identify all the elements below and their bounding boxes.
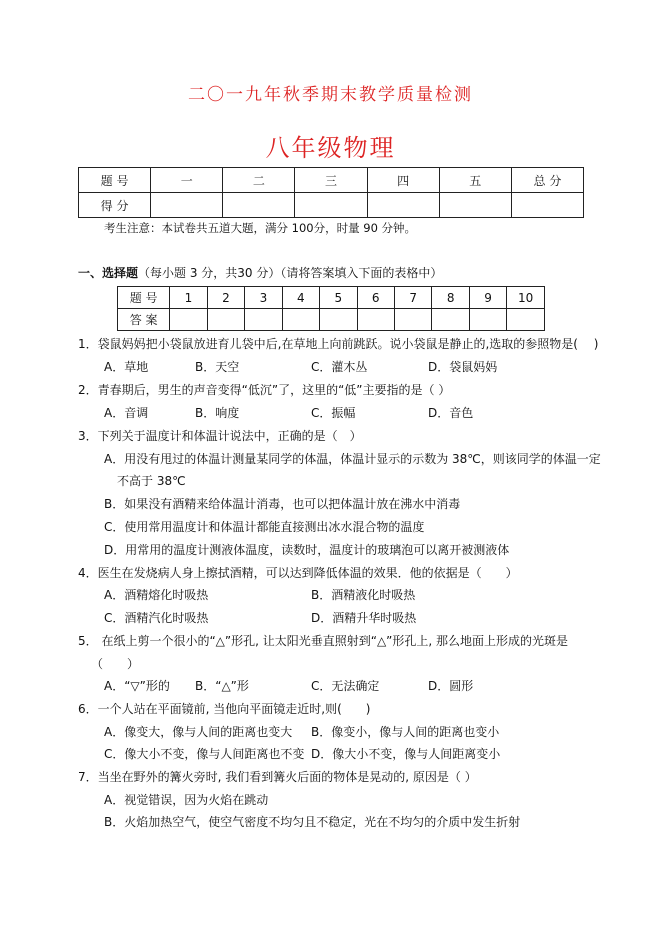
section-desc: （每小题 3 分，共30 分）（请将答案填入下面的表格中） bbox=[138, 266, 443, 280]
question-6-stem: 6．一个人站在平面镜前, 当他向平面镜走近时,则( ) bbox=[78, 702, 371, 716]
question-5-stem: 5． 在纸上剪一个很小的“△”形孔, 让太阳光垂直照射到“△”形孔上, 那么地面上形成的光斑是 bbox=[78, 634, 569, 648]
question-5-stem-cont: （ ） bbox=[91, 657, 140, 671]
score-header-cell: 二 bbox=[223, 168, 295, 193]
score-cell bbox=[223, 193, 295, 218]
answer-header-cell: 10 bbox=[507, 287, 545, 309]
answer-header-cell: 2 bbox=[207, 287, 244, 309]
answer-header-cell: 3 bbox=[245, 287, 282, 309]
score-header-cell: 三 bbox=[295, 168, 367, 193]
answer-cell bbox=[507, 309, 545, 331]
score-cell bbox=[295, 193, 367, 218]
question-3-option-a: A．用没有甩过的体温计测量某同学的体温，体温计显示的示数为 38℃，则该同学的体温一定 bbox=[104, 452, 601, 466]
score-cell bbox=[511, 193, 583, 218]
score-cell bbox=[151, 193, 223, 218]
table-row bbox=[118, 309, 545, 331]
question-4-option-d: D．酒精升华时吸热 bbox=[311, 611, 417, 625]
question-4-option-a: A．酒精熔化时吸热 bbox=[104, 588, 209, 602]
table-row bbox=[79, 193, 584, 218]
question-3-option-c: C．使用常用温度计和体温计都能直接测出冰水混合物的温度 bbox=[104, 520, 425, 534]
answer-cell bbox=[245, 309, 282, 331]
answer-cell bbox=[207, 309, 244, 331]
question-6-option-c: C．像大小不变，像与人间距离也不变 bbox=[104, 747, 305, 761]
question-2-option-b: B．响度 bbox=[195, 406, 240, 420]
question-7-option-a: A．视觉错误，因为火焰在跳动 bbox=[104, 793, 269, 807]
answer-header-cell: 6 bbox=[357, 287, 394, 309]
question-1-option-c: C．灌木丛 bbox=[311, 360, 368, 374]
answer-cell bbox=[394, 309, 431, 331]
score-header-cell: 五 bbox=[439, 168, 511, 193]
score-header-cell: 总 分 bbox=[511, 168, 583, 193]
answer-header-cell: 9 bbox=[469, 287, 506, 309]
question-3-option-d: D．用常用的温度计测液体温度，读数时，温度计的玻璃泡可以离开被测液体 bbox=[104, 543, 510, 557]
question-7-stem: 7．当坐在野外的篝火旁时, 我们看到篝火后面的物体是晃动的, 原因是（ ） bbox=[78, 770, 477, 784]
section-heading bbox=[78, 264, 442, 281]
question-4-option-c: C．酒精汽化时吸热 bbox=[104, 611, 209, 625]
answer-cell bbox=[170, 309, 207, 331]
question-4-option-b: B．酒精液化时吸热 bbox=[311, 588, 416, 602]
exam-subtitle: 二〇一九年秋季期末教学质量检测 bbox=[188, 85, 473, 105]
answer-header-cell: 8 bbox=[432, 287, 469, 309]
answer-label-cell: 答 案 bbox=[118, 309, 170, 331]
score-cell bbox=[367, 193, 439, 218]
question-3-option-b: B．如果没有酒精来给体温计消毒，也可以把体温计放在沸水中消毒 bbox=[104, 497, 461, 511]
score-table bbox=[78, 167, 584, 218]
answer-cell bbox=[320, 309, 357, 331]
answer-cell bbox=[357, 309, 394, 331]
answer-cell bbox=[282, 309, 319, 331]
question-2-option-d: D．音色 bbox=[428, 406, 474, 420]
question-3-stem: 3．下列关于温度计和体温计说法中，正确的是（ ） bbox=[78, 429, 362, 443]
score-header-cell: 四 bbox=[367, 168, 439, 193]
answer-header-cell: 1 bbox=[170, 287, 207, 309]
answer-cell bbox=[432, 309, 469, 331]
answer-table bbox=[117, 286, 545, 331]
answer-cell bbox=[469, 309, 506, 331]
question-5-option-d: D．圆形 bbox=[428, 679, 474, 693]
question-2-option-c: C．振幅 bbox=[311, 406, 356, 420]
exam-note: 考生注意：本试卷共五道大题，满分 100分，时量 90 分钟。 bbox=[104, 221, 417, 235]
question-7-option-b: B．火焰加热空气，使空气密度不均匀且不稳定，光在不均匀的介质中发生折射 bbox=[104, 815, 521, 829]
section-title: 一、选择题 bbox=[78, 266, 139, 280]
table-row bbox=[118, 287, 545, 309]
score-cell bbox=[439, 193, 511, 218]
question-1-stem: 1．袋鼠妈妈把小袋鼠放进育儿袋中后,在草地上向前跳跃。说小袋鼠是静止的,选取的参照物是( ) bbox=[78, 337, 599, 351]
question-6-option-d: D．像大小不变，像与人间距离变小 bbox=[311, 747, 501, 761]
question-3-option-a-cont: 不高于 38℃ bbox=[117, 474, 186, 488]
score-label-cell: 得 分 bbox=[79, 193, 151, 218]
question-1-option-d: D．袋鼠妈妈 bbox=[428, 360, 498, 374]
table-row bbox=[79, 168, 584, 193]
answer-header-cell: 4 bbox=[282, 287, 319, 309]
question-6-option-b: B．像变小，像与人间的距离也变小 bbox=[311, 725, 500, 739]
question-5-option-b: B．“△”形 bbox=[195, 679, 249, 693]
question-2-option-a: A．音调 bbox=[104, 406, 149, 420]
answer-header-cell: 5 bbox=[320, 287, 357, 309]
question-5-option-a: A．“▽”形的 bbox=[104, 679, 170, 693]
question-1-option-a: A．草地 bbox=[104, 360, 149, 374]
question-5-option-c: C．无法确定 bbox=[311, 679, 380, 693]
question-6-option-a: A．像变大，像与人间的距离也变大 bbox=[104, 725, 293, 739]
question-1-option-b: B．天空 bbox=[195, 360, 240, 374]
score-header-cell: 一 bbox=[151, 168, 223, 193]
question-4-stem: 4．医生在发烧病人身上擦拭酒精，可以达到降低体温的效果．他的依据是（ ） bbox=[78, 566, 518, 580]
question-2-stem: 2．青春期后，男生的声音变得“低沉”了，这里的“低”主要指的是（ ） bbox=[78, 383, 451, 397]
answer-header-cell: 题 号 bbox=[118, 287, 170, 309]
score-header-cell: 题 号 bbox=[79, 168, 151, 193]
exam-title: 八年级物理 bbox=[265, 134, 396, 162]
answer-header-cell: 7 bbox=[394, 287, 431, 309]
